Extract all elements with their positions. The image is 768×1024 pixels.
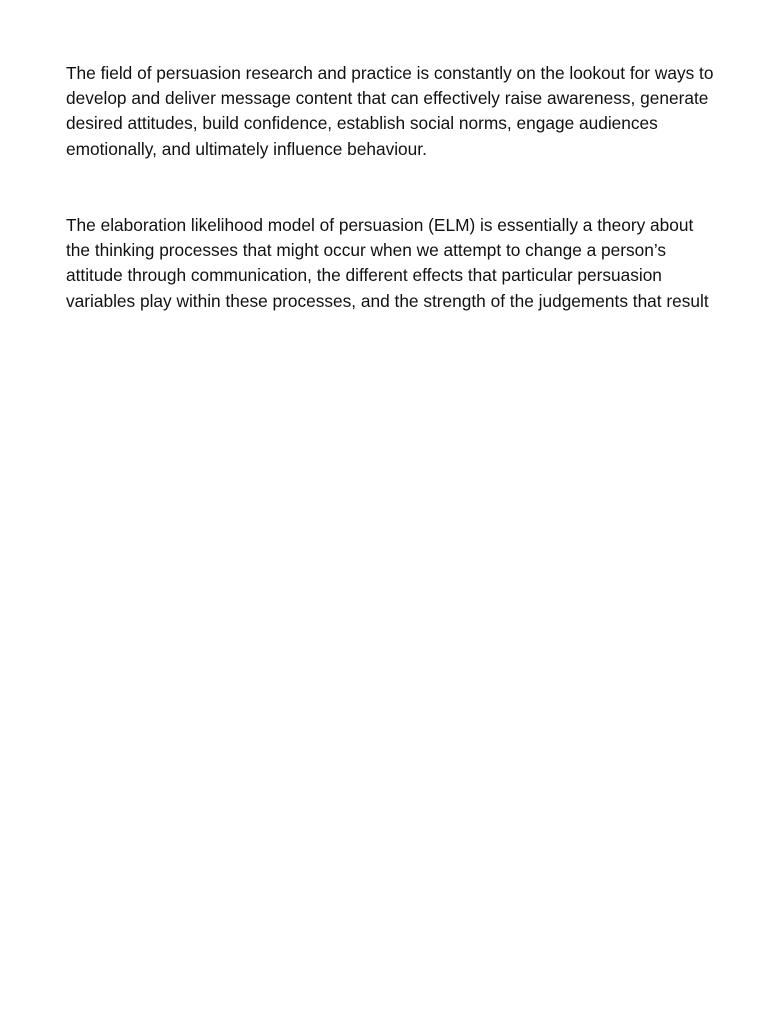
paragraph-elm-theory: The elaboration likelihood model of persuasion (ELM) is essentially a theory about the thinking processes that might occur when we attempt to change a person’s attitude through communication, the different effects that particular persuasion variables play within these processes, and the strength of the judgements that result	[66, 215, 709, 311]
paragraph-persuasion-field: The field of persuasion research and practice is constantly on the lookout for ways to develop and deliver message content that can effectively raise awareness, generate desired attitudes, build confidence, establish social norms, engage audiences emotionally, and ultimately influence behaviour.	[66, 63, 714, 159]
